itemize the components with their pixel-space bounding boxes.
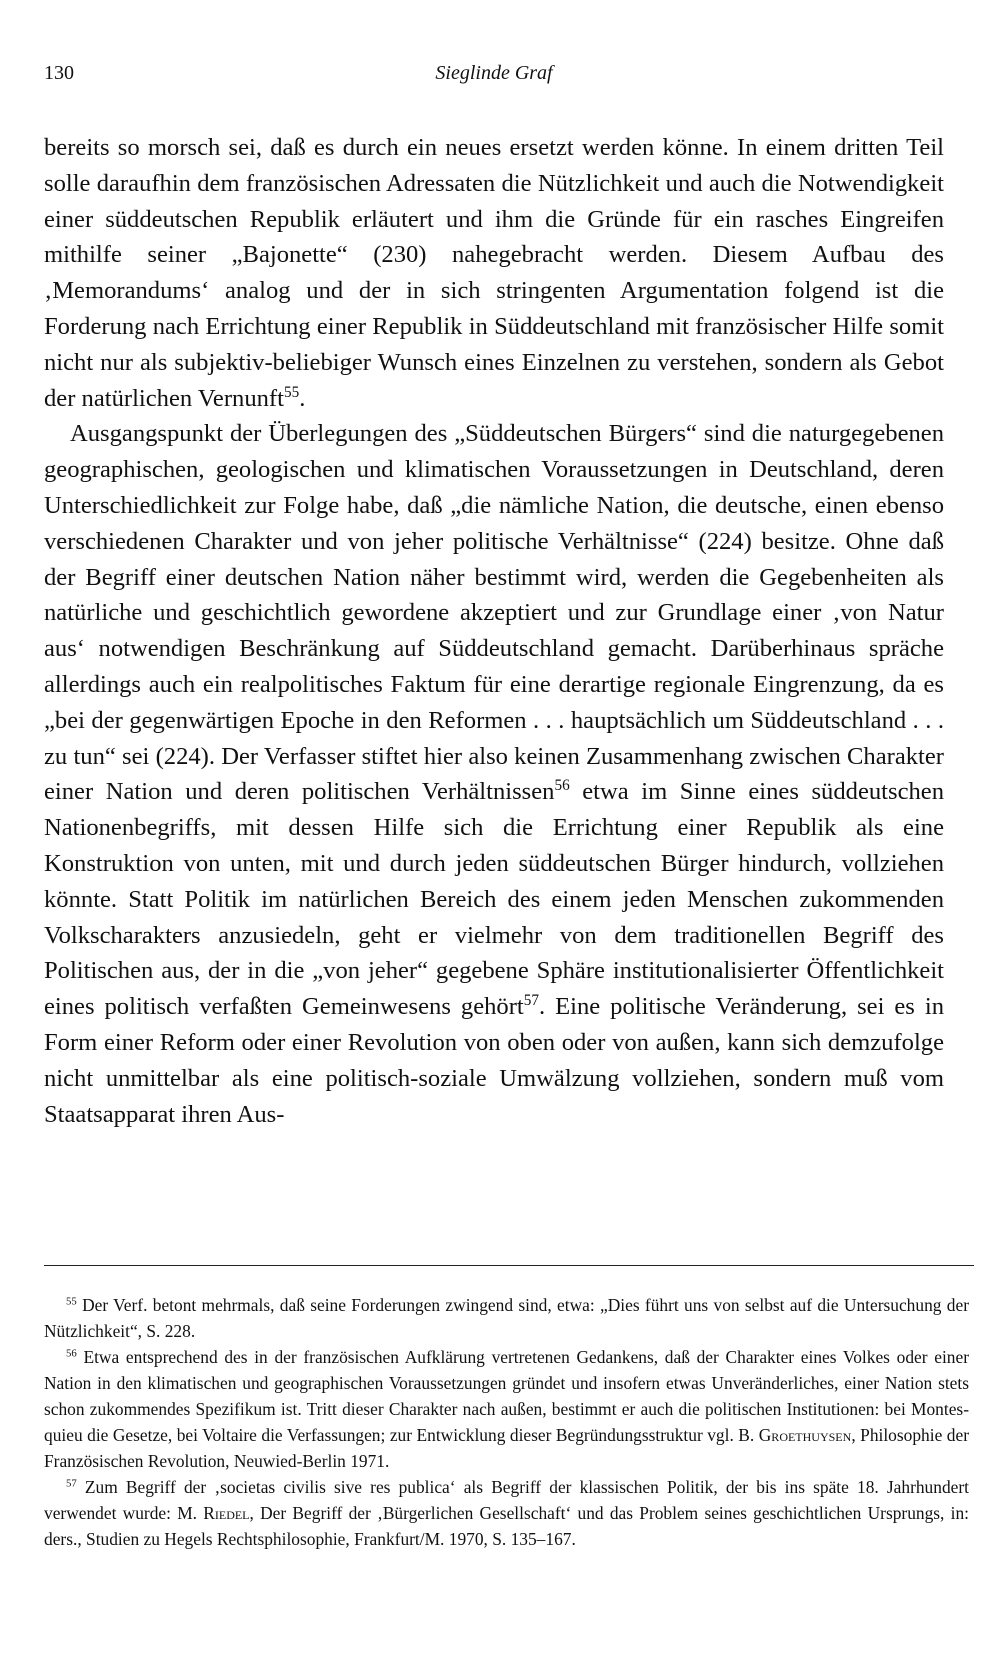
- page-header: [44, 62, 944, 92]
- paragraph-text: bereits so morsch sei, daß es durch ein neues ersetzt werden könne. In einem dritten Teil solle daraufhin dem französischen Adressaten die Nützlichkeit und auch die Notwendigkeit einer süddeutschen Republik erläutert und ihm die Gründe für ein rasches Eingreifen mithilfe seiner „Bajonette“ (230) nahegebracht werden. Diesem Aufbau des ‚Memorandums‘ analog und der in sich stringenten Argumentation folgend ist die Forderung nach Errichtung einer Republik in Süddeutschland mit französischer Hilfe somit nicht nur als subjektiv-beliebiger Wunsch eines Einzelnen zu verstehen, sondern als Gebot der natürlichen Vernunft: [44, 134, 944, 412]
- footnote-ref-57: 57: [523, 991, 539, 1009]
- footnote-number: 57: [66, 1477, 77, 1490]
- paragraph-text: etwa im Sinne eines süddeutschen Nationenbegriffs, mit dessen Hilfe sich die Errichtung einer Republik als eine Konstruktion von unten, mit und durch jeden süddeutschen Bürger hindurch, vollziehen könnte. Statt Politik im natürlichen Bereich des einem jeden Menschen zukommenden Volkscharakters anzusiedeln, geht er vielmehr von dem traditionellen Begriff des Politischen aus, der in die „von jeher“ gegebene Sphäre institutionalisierter Öffentlichkeit eines politisch verfaßten Gemeinwesens gehört: [44, 778, 944, 1021]
- footnote-57: [44, 1474, 969, 1552]
- cited-author: Riedel: [203, 1503, 250, 1523]
- paragraph-text: . Eine politische Veränderung, sei es in Form einer Reform oder einer Revolution von oben oder von außen, kann sich demzufolge nicht unmittelbar als eine politisch-soziale Umwälzung vollziehen, sondern muß vom Staatsapparat ihren Aus-: [44, 993, 944, 1128]
- footnote-number: 55: [66, 1295, 77, 1308]
- footnote-55: [44, 1292, 969, 1344]
- paragraph-text: Ausgangspunkt der Überlegungen des „Süddeutschen Bürgers“ sind die naturgegebenen geographischen, geologischen und klimatischen Voraussetzungen in Deutschland, deren Unterschiedlichkeit zur Folge habe, daß „die nämliche Nation, die deutsche, einen ebenso verschiedenen Charakter und von jeher politische Verhältnisse“ (224) besitze. Ohne daß der Begriff einer deutschen Nation näher bestimmt wird, werden die Gegebenheiten als natürliche und geschichtlich gewordene akzeptiert und zur Grundlage einer ‚von Natur aus‘ notwendigen Beschränkung auf Süddeutschland gemacht. Darüberhinaus spräche allerdings auch ein realpolitisches Faktum für eine derartige regionale Eingrenzung, da es „bei der gegenwärtigen Epoche in den Reformen . . . hauptsächlich um Süddeutschland . . . zu tun“ sei (224). Der Verfasser stiftet hier also keinen Zusammenhang zwischen Charakter einer Nation und deren politischen Verhältnissen: [44, 420, 944, 806]
- paragraph: [44, 130, 944, 416]
- cited-author: Groethuysen: [758, 1425, 852, 1445]
- footnote-ref-55: 55: [283, 383, 300, 401]
- paragraph: [44, 416, 944, 1132]
- running-head: Sieglinde Graf: [435, 62, 553, 84]
- footnote-text: Der Verf. betont mehrmals, daß seine Forderungen zwingend sind, etwa: „Dies führt uns von selbst auf die Untersuchung der Nützlichkeit“, S. 228.: [44, 1295, 969, 1341]
- footnote-56: [44, 1344, 969, 1474]
- footnote-text: Etwa entsprechend des in der französischen Aufklärung vertretenen Gedankens, daß der Charakter eines Volkes oder einer Nation in den klimatischen und geographischen Voraussetzungen gründet und insofern etwas Unveränderliches, einer Nation stets schon zukommendes Spezifikum ist. Tritt dieser Charakter nach außen, bestimmt er auch die politischen Institutionen: bei Montesquieu die Gesetze, bei Voltaire die Verfassungen; zur Entwicklung dieser Begründungsstruktur vgl. B.: [44, 1347, 969, 1445]
- paragraph-end: .: [299, 384, 306, 412]
- page-number: 130: [44, 62, 74, 84]
- body-text: [44, 130, 944, 1132]
- footnote-number: 56: [66, 1347, 77, 1360]
- footnote-ref-56: 56: [554, 777, 570, 795]
- footnote-text: , Der Begriff der ‚Bürgerlichen Gesellschaft‘ und das Problem seines geschichtlichen Ursprungs, in: ders., Studien zu Hegels Rechtsphilosophie, Frankfurt/M. 1970, S. 135–167.: [44, 1503, 969, 1549]
- footnote-text: , Philosophie der Französischen Revolution, Neuwied-Berlin 1971.: [44, 1425, 969, 1471]
- footnote-text: Zum Begriff der ‚societas civilis sive res publica‘ als Begriff der klassischen Politik, der bis ins späte 18. Jahrhundert verwendet wurde: M.: [44, 1477, 969, 1523]
- footnote-separator: [44, 1265, 974, 1266]
- footnotes: [44, 1292, 969, 1552]
